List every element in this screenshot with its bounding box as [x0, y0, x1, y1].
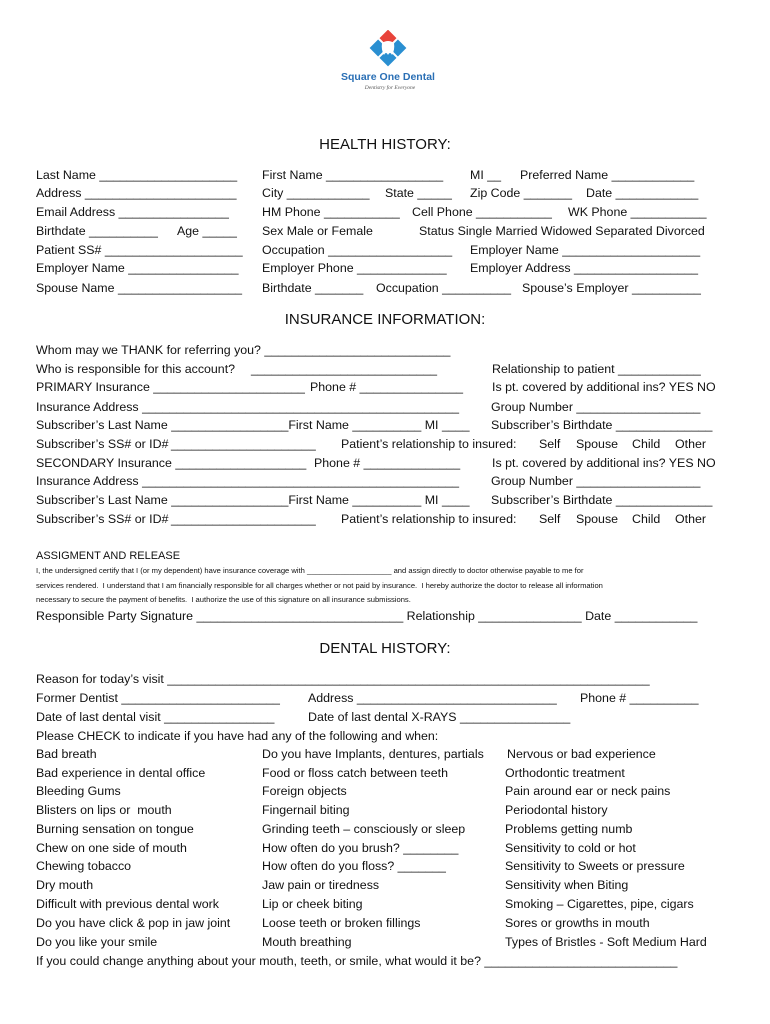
secondary-other-option[interactable]: Other [675, 512, 706, 526]
cell-phone-field[interactable]: Cell Phone ___________ [412, 205, 552, 219]
responsible-label: Who is responsible for this account? [36, 362, 236, 376]
employer-address-field[interactable]: Employer Address __________________ [470, 261, 699, 275]
practice-logo [338, 30, 438, 100]
checklist-item[interactable]: Fingernail biting [262, 803, 350, 817]
sex-options[interactable]: Sex Male or Female [262, 224, 373, 238]
primary-other-option[interactable]: Other [675, 437, 706, 451]
checklist-item[interactable]: Food or floss catch between teeth [262, 766, 448, 780]
state-field[interactable]: State _____ [385, 186, 452, 200]
secondary-insurance-address-field[interactable]: Insurance Address ______________________________________________ [36, 474, 460, 488]
email-field[interactable]: Email Address ________________ [36, 205, 229, 219]
last-visit-field[interactable]: Date of last dental visit ________________ [36, 710, 275, 724]
checklist-item[interactable]: Do you have click & pop in jaw joint [36, 916, 231, 930]
employer-name-field-2[interactable]: Employer Name ________________ [36, 261, 239, 275]
checklist-item[interactable]: Mouth breathing [262, 935, 352, 949]
secondary-relationship-label: Patient’s relationship to insured: [341, 512, 517, 526]
secondary-spouse-option[interactable]: Spouse [576, 512, 619, 526]
primary-self-option[interactable]: Self [539, 437, 561, 451]
primary-insurance-address-field[interactable]: Insurance Address ______________________________________________ [36, 400, 460, 414]
checklist-item[interactable]: Bad experience in dental office [36, 766, 206, 780]
checklist-instructions: Please CHECK to indicate if you have had any of the following and when: [36, 729, 439, 743]
checklist-item[interactable]: Types of Bristles - Soft Medium Hard [505, 935, 707, 949]
logo-tagline: Dentistry for Everyone [364, 85, 416, 91]
former-dentist-field[interactable]: Former Dentist _______________________ [36, 691, 280, 705]
checklist-item[interactable]: Foreign objects [262, 784, 347, 798]
checklist-item[interactable]: Orthodontic treatment [505, 766, 625, 780]
checklist-item[interactable]: Bad breath [36, 747, 97, 761]
city-field[interactable]: City ____________ [262, 186, 370, 200]
primary-ssn-field[interactable]: _____________________ [171, 437, 316, 451]
address-field[interactable]: Address ______________________ [36, 186, 237, 200]
checklist-item[interactable]: Lip or cheek biting [262, 897, 363, 911]
checklist-item[interactable]: Dry mouth [36, 878, 94, 892]
primary-relationship-label: Patient’s relationship to insured: [341, 437, 517, 451]
checklist-item[interactable]: Chew on one side of mouth [36, 841, 187, 855]
assignment-text-line-2: services rendered. I understand that I am financially responsible for all charges whether or not paid by insurance. I hereby authorize the doctor to release all information [36, 581, 603, 590]
age-field[interactable]: Age _____ [177, 224, 237, 238]
primary-child-option[interactable]: Child [632, 437, 661, 451]
checklist-item[interactable]: Burning sensation on tongue [36, 822, 194, 836]
dental-history-heading: DENTAL HISTORY: [319, 640, 451, 657]
preferred-name-field[interactable]: Preferred Name ____________ [520, 168, 695, 182]
primary-phone-field[interactable]: Phone # _______________ [310, 380, 463, 394]
insurance-heading: INSURANCE INFORMATION: [284, 311, 486, 328]
responsible-field[interactable]: ___________________________ [251, 362, 438, 376]
primary-subscriber-birthdate-field[interactable]: Subscriber’s Birthdate ______________ [491, 418, 713, 432]
mi-field[interactable]: MI __ [470, 168, 501, 182]
primary-subscriber-name-field[interactable]: Subscriber’s Last Name _________________First Name __________ MI ____ [36, 418, 470, 432]
tooth-logo-icon [338, 30, 438, 100]
primary-insurance-field[interactable]: PRIMARY Insurance ______________________ [36, 380, 305, 394]
checklist-item[interactable]: Problems getting numb [505, 822, 633, 836]
checklist-item[interactable]: Sensitivity when Biting [505, 878, 629, 892]
logo-name: Square One Dental [341, 71, 435, 83]
checklist-item[interactable]: Loose teeth or broken fillings [262, 916, 421, 930]
smile-change-field[interactable]: If you could change anything about your mouth, teeth, or smile, what would it be? ____________________________ [36, 954, 678, 968]
former-dentist-address-field[interactable]: Address _____________________________ [308, 691, 557, 705]
date-field[interactable]: Date ____________ [586, 186, 699, 200]
employer-name-field[interactable]: Employer Name ____________________ [470, 243, 701, 257]
work-phone-field[interactable]: WK Phone ___________ [568, 205, 707, 219]
spouse-name-field[interactable]: Spouse Name __________________ [36, 281, 243, 295]
checklist-item[interactable]: Smoking – Cigarettes, pipe, cigars [505, 897, 694, 911]
last-name-field[interactable]: Last Name ____________________ [36, 168, 238, 182]
referral-field[interactable]: Whom may we THANK for referring you? ___________________________ [36, 343, 451, 357]
checklist-item[interactable]: Jaw pain or tiredness [262, 878, 380, 892]
checklist-item[interactable]: Periodontal history [505, 803, 608, 817]
checklist-item[interactable]: Pain around ear or neck pains [505, 784, 671, 798]
checklist-item[interactable]: Blisters on lips or mouth [36, 803, 172, 817]
secondary-group-number-field[interactable]: Group Number __________________ [491, 474, 701, 488]
checklist-item[interactable]: Sensitivity to cold or hot [505, 841, 636, 855]
secondary-insurance-field[interactable]: SECONDARY Insurance ___________________ [36, 456, 307, 470]
secondary-subscriber-name-field[interactable]: Subscriber’s Last Name _________________First Name __________ MI ____ [36, 493, 470, 507]
primary-group-number-field[interactable]: Group Number __________________ [491, 400, 701, 414]
checklist-item[interactable]: Chewing tobacco [36, 859, 132, 873]
health-history-heading: HEALTH HISTORY: [319, 136, 451, 153]
assignment-text-line-1: I, the undersigned certify that I (or my dependent) have insurance coverage with ____________________ and assign directly to doctor otherwise payable to me for [36, 566, 584, 575]
checklist-item[interactable]: Grinding teeth – consciously or sleep [262, 822, 466, 836]
signature-line[interactable]: Responsible Party Signature ______________________________ Relationship _______________ Date ____________ [36, 609, 698, 623]
checklist-item[interactable]: Nervous or bad experience [507, 747, 656, 761]
secondary-subscriber-birthdate-field[interactable]: Subscriber’s Birthdate ______________ [491, 493, 713, 507]
checklist-item[interactable]: How often do you brush? ________ [262, 841, 459, 855]
primary-ssn-label: Subscriber’s SS# or ID# [36, 437, 169, 451]
home-phone-field[interactable]: HM Phone ___________ [262, 205, 400, 219]
secondary-ssn-field[interactable]: _____________________ [171, 512, 316, 526]
relationship-to-patient-field[interactable]: Relationship to patient ____________ [492, 362, 701, 376]
secondary-ssn-label: Subscriber’s SS# or ID# [36, 512, 169, 526]
first-name-field[interactable]: First Name _________________ [262, 168, 444, 182]
occupation-field[interactable]: Occupation __________________ [262, 243, 453, 257]
secondary-child-option[interactable]: Child [632, 512, 661, 526]
spouse-birthdate-field[interactable]: Birthdate _______ [262, 281, 364, 295]
checklist-item[interactable]: Sensitivity to Sweets or pressure [505, 859, 685, 873]
spouse-occupation-field[interactable]: Occupation __________ [376, 281, 512, 295]
reason-for-visit-field[interactable]: Reason for today’s visit ______________________________________________________________________ [36, 672, 650, 686]
secondary-additional-ins[interactable]: Is pt. covered by additional ins? YES NO [492, 456, 716, 470]
employer-phone-field[interactable]: Employer Phone _____________ [262, 261, 447, 275]
spouse-employer-field[interactable]: Spouse’s Employer __________ [522, 281, 701, 295]
primary-additional-ins[interactable]: Is pt. covered by additional ins? YES NO [492, 380, 716, 394]
marital-status-options[interactable]: Status Single Married Widowed Separated Divorced [419, 224, 705, 238]
assignment-title: ASSIGMENT AND RELEASE [36, 550, 181, 562]
checklist-item[interactable]: Do you have Implants, dentures, partials [262, 747, 484, 761]
birthdate-field[interactable]: Birthdate __________ [36, 224, 158, 238]
primary-spouse-option[interactable]: Spouse [576, 437, 619, 451]
secondary-phone-field[interactable]: Phone # ______________ [314, 456, 461, 470]
checklist-item[interactable]: Bleeding Gums [36, 784, 121, 798]
checklist-item[interactable]: Do you like your smile [36, 935, 158, 949]
checklist-item[interactable]: How often do you floss? _______ [262, 859, 446, 873]
assignment-text-line-3: necessary to secure the payment of benefits. I authorize the use of this signature on all insurance submissions. [36, 595, 411, 604]
checklist-item[interactable]: Difficult with previous dental work [36, 897, 219, 911]
secondary-self-option[interactable]: Self [539, 512, 561, 526]
zip-field[interactable]: Zip Code _______ [470, 186, 572, 200]
last-xrays-field[interactable]: Date of last dental X-RAYS ________________ [308, 710, 571, 724]
checklist-item[interactable]: Sores or growths in mouth [505, 916, 650, 930]
patient-ssn-field[interactable]: Patient SS# ____________________ [36, 243, 243, 257]
former-dentist-phone-field[interactable]: Phone # __________ [580, 691, 699, 705]
